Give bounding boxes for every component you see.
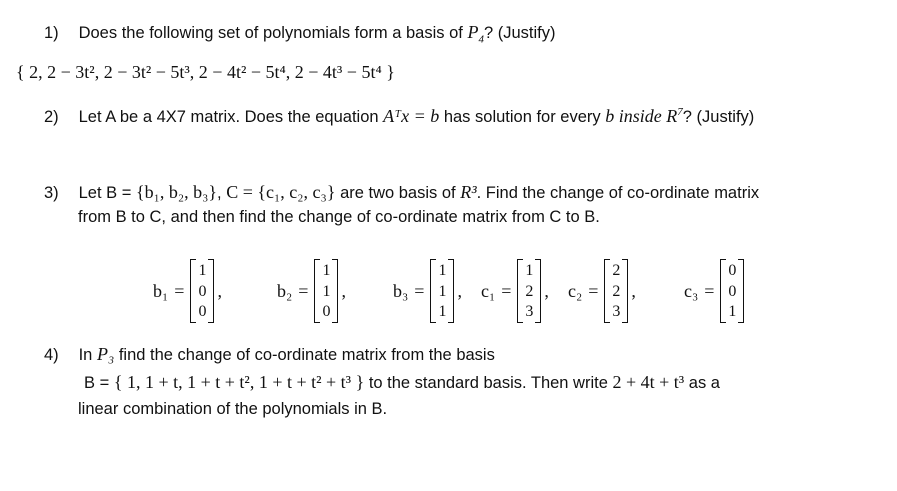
set-b: {b₁, b₂, b₃} xyxy=(135,182,218,202)
question-number: 1) xyxy=(44,24,59,42)
question-3-line-2: from B to C, and then find the change of co-ordinate matrix from C to B. xyxy=(78,208,600,226)
question-text-suffix: ? (Justify) xyxy=(682,108,755,126)
question-4-line-3: linear combination of the polynomials in B. xyxy=(78,400,388,418)
set-c: C = {c₁, c₂, c₃} xyxy=(226,182,336,202)
vector-b1: b₁ = 1 0 0 , xyxy=(153,258,222,324)
question-1 xyxy=(44,22,556,46)
question-text: In xyxy=(78,346,93,364)
question-3 xyxy=(44,182,759,203)
vector-label: c₂ xyxy=(568,280,583,301)
question-text: Let B = xyxy=(78,184,132,202)
vector-label: b₂ xyxy=(277,280,293,301)
question-text: Let A be a 4X7 matrix. Does the equation xyxy=(78,108,379,126)
vector-label: c₃ xyxy=(684,280,699,301)
column-matrix: 1 1 0 xyxy=(314,259,338,323)
question-number: 4) xyxy=(44,346,59,364)
question-text: B = xyxy=(84,374,110,392)
question-number: 3) xyxy=(44,184,59,202)
math-polynomial: 2 + 4t + t³ xyxy=(612,372,685,392)
question-text: . Find the change of co-ordinate matrix xyxy=(476,184,760,202)
math-space: R³ xyxy=(460,182,477,202)
column-matrix: 0 0 1 xyxy=(720,259,744,323)
question-text: are two basis of xyxy=(340,184,456,202)
polynomial-set: { 2, 2 − 3t², 2 − 3t² − 5t³, 2 − 4t² − 5t⁴, 2 − 4t³ − 5t⁴ } xyxy=(16,62,395,82)
math-space: $P_4$ xyxy=(467,22,484,46)
basis-set: { 1, 1 + t, 1 + t + t², 1 + t + t² + t³ } xyxy=(113,372,365,392)
column-matrix: 1 0 0 xyxy=(190,259,214,323)
vector-c3: c₃ = 0 0 1 xyxy=(684,258,747,324)
question-text: Does the following set of polynomials form a basis of xyxy=(78,24,463,42)
math-phrase: b inside $R^7$ xyxy=(605,106,683,126)
vector-label: c₁ xyxy=(481,280,496,301)
column-matrix: 2 2 3 xyxy=(604,259,628,323)
math-equation: Aᵀx = b xyxy=(383,106,440,126)
vector-c1: c₁ = 1 2 3 , xyxy=(481,258,549,324)
question-4 xyxy=(44,344,495,365)
separator: , xyxy=(217,184,222,202)
vector-b3: b₃ = 1 1 1 , xyxy=(393,258,462,324)
column-matrix: 1 1 1 xyxy=(430,259,454,323)
question-4-line-2 xyxy=(84,372,720,393)
question-text: find the change of co-ordinate matrix from the basis xyxy=(118,346,495,364)
vector-label: b₃ xyxy=(393,280,409,301)
question-text-suffix: ? (Justify) xyxy=(483,24,556,42)
column-matrix: 1 2 3 xyxy=(517,259,541,323)
question-2 xyxy=(44,106,754,127)
vector-label: b₁ xyxy=(153,280,169,301)
vector-b2: b₂ = 1 1 0 , xyxy=(277,258,346,324)
question-text: has solution for every xyxy=(443,108,601,126)
question-text: to the standard basis. Then write xyxy=(368,374,608,392)
vector-c2: c₂ = 2 2 3 , xyxy=(568,258,636,324)
question-number: 2) xyxy=(44,108,59,126)
math-space: P₃ xyxy=(96,344,115,364)
question-text: as a xyxy=(688,374,720,392)
